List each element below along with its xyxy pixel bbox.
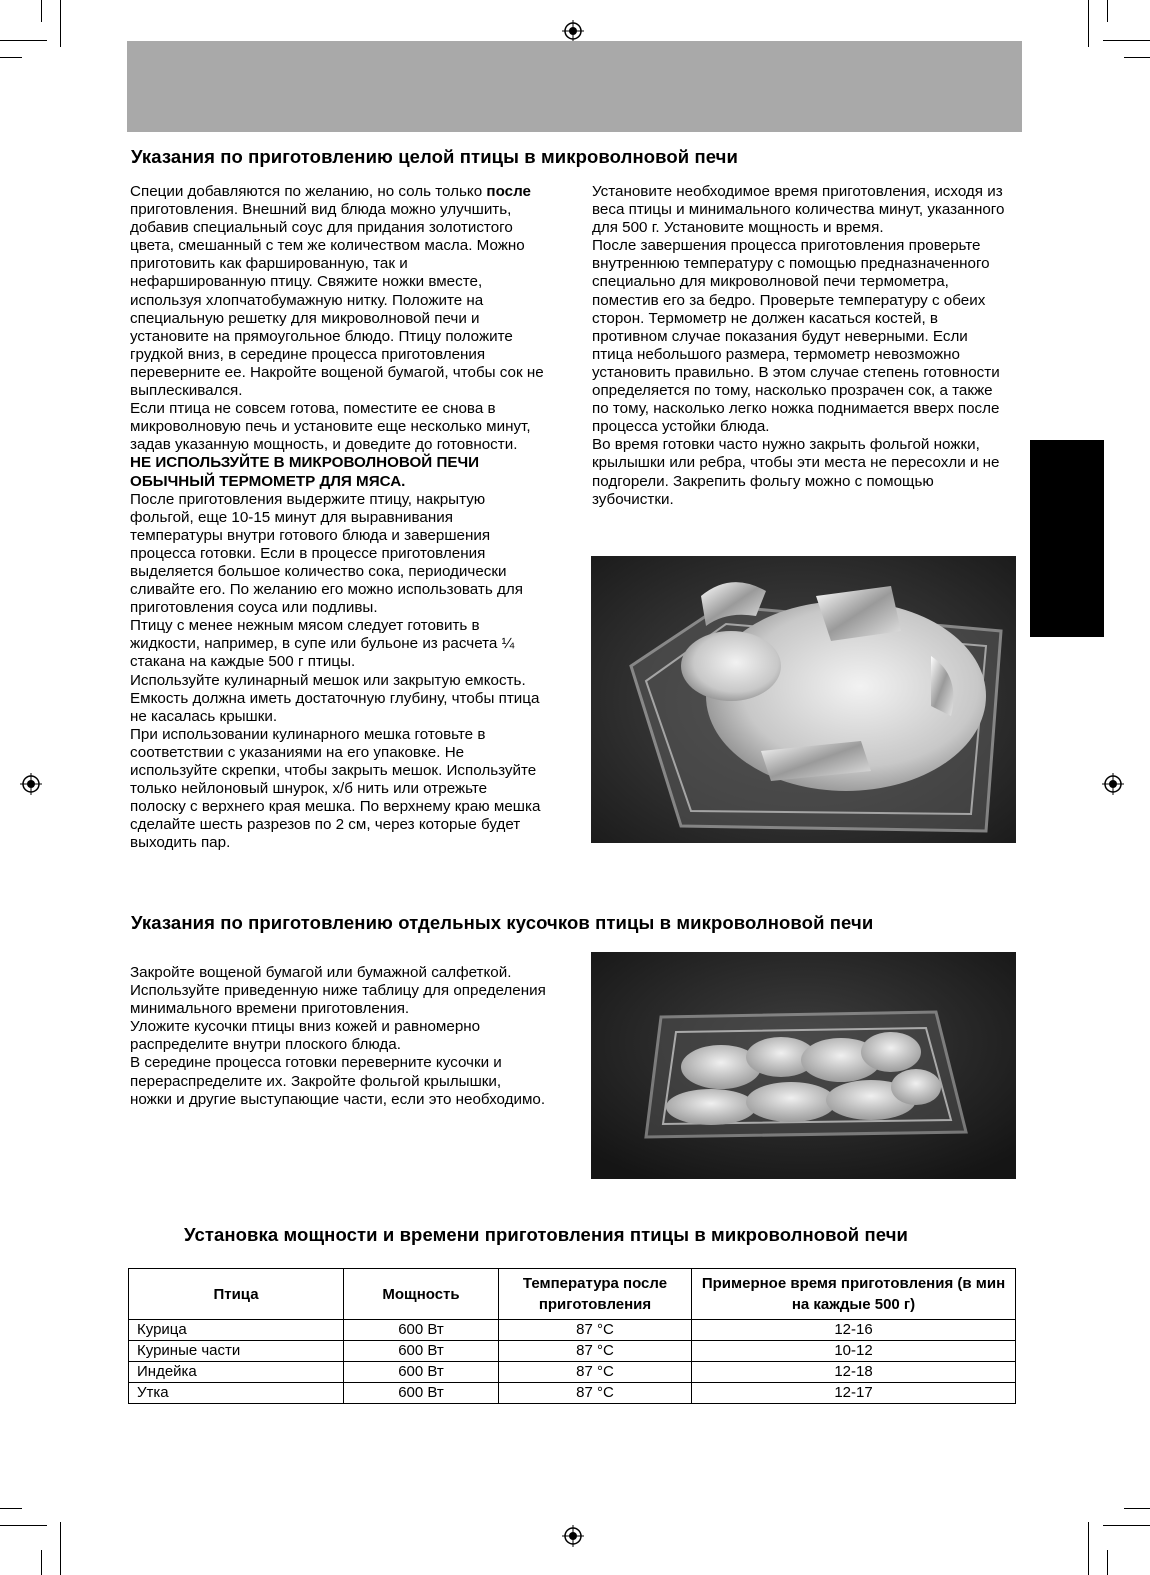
- table-cell: 12-18: [692, 1362, 1016, 1383]
- table-cell: 12-17: [692, 1383, 1016, 1404]
- crop-mark: [1124, 1508, 1150, 1509]
- crop-mark: [60, 1522, 61, 1575]
- table-cell: 87 °C: [499, 1341, 692, 1362]
- poultry-pieces-text: [130, 964, 546, 1109]
- table-cell: 600 Вт: [344, 1341, 499, 1362]
- whole-poultry-right-column: [592, 183, 1006, 509]
- paragraph: При использовании кулинарного мешка готовьте в соответствии с указаниями на его упаковке. Не используйте скрепки, чтобы закрыть мешок. Используйте только нейлоновый шнурок, х/б нить или отрежьте полоску с верхнего края мешка. По верхнему краю мешка сделайте шесть разрезов по 2 см, через которые будет выходить пар.: [130, 725, 541, 852]
- table-cell: 12-16: [692, 1320, 1016, 1341]
- language-side-tab: [1030, 440, 1104, 637]
- crop-mark: [0, 1525, 47, 1526]
- table-title: Установка мощности и времени приготовления птицы в микроволновой печи: [184, 1224, 909, 1245]
- registration-mark-icon: [562, 20, 584, 42]
- crop-mark: [1107, 0, 1108, 22]
- crop-mark: [0, 40, 47, 41]
- column-header: Птица: [129, 1269, 344, 1320]
- paragraph: Закройте вощеной бумагой или бумажной салфеткой. Используйте приведенную ниже таблицу для определения минимального времени приготовления.: [130, 964, 546, 1018]
- table-cell: Куриные части: [129, 1341, 344, 1362]
- table-row: [129, 1320, 1016, 1341]
- table-cell: 87 °C: [499, 1320, 692, 1341]
- whole-poultry-left-column: [130, 183, 546, 852]
- table-cell: Курица: [129, 1320, 344, 1341]
- registration-mark-icon: [20, 773, 42, 795]
- table-cell: 87 °C: [499, 1383, 692, 1404]
- table-cell: 600 Вт: [344, 1383, 499, 1404]
- paragraph: Используйте кулинарный мешок или закрытую емкость. Емкость должна иметь достаточную глубину, чтобы птица не касалась крышки.: [130, 671, 540, 725]
- section-title-poultry-pieces: Указания по приготовлению отдельных кусочков птицы в микроволновой печи: [131, 912, 874, 933]
- crop-mark: [60, 0, 61, 47]
- table-cell: 87 °C: [499, 1362, 692, 1383]
- crop-mark: [0, 57, 22, 58]
- paragraph: Установите необходимое время приготовления, исходя из веса птицы и минимального количества минут, указанного для 500 г. Установите мощность и время.: [592, 183, 1005, 237]
- table-cell: 600 Вт: [344, 1362, 499, 1383]
- crop-mark: [1124, 57, 1150, 58]
- paragraph: Если птица не совсем готова, поместите ее снова в микроволновую печь и установите еще несколько минут, задав указанную мощность, и доведите до готовности.: [130, 400, 531, 454]
- crop-mark: [1088, 1522, 1089, 1575]
- registration-mark-icon: [1102, 773, 1124, 795]
- crop-mark: [41, 1550, 42, 1575]
- section-title-whole-poultry: Указания по приготовлению целой птицы в микроволновой печи: [131, 146, 738, 167]
- paragraph: Специи добавляются по желанию, но соль только после приготовления. Внешний вид блюда можно улучшить, добавив специальный соус для придания золотистого цвета, смешанный с тем же количеством масла. Можно приготовить как фаршированную, так и нефаршированную птицу. Свяжите ножки вместе, используя хлопчатобумажную нитку. Положите на специальную решетку для микроволновой печи и установите на прямоугольное блюдо. Птицу положите грудкой вниз, в середине процесса приготовления переверните ее. Накройте вощеной бумагой, чтобы сок не выплескивался.: [130, 183, 544, 400]
- chicken-pieces-photo: [591, 952, 1016, 1179]
- paragraph: После завершения процесса приготовления проверьте внутреннюю температуру с помощью предназначенного специально для микроволновой печи термометра, поместив его за бедро. Проверьте температуру с обеих сторон. Термометр не должен касаться костей, в противном случае показания будут неверными. Если птица небольшого размера, термометр невозможно установить правильно. В этом случае степень готовности определяется по тому, насколько прозрачен сок, а также по тому, насколько легко ножка поднимается вверх после процесса устойки блюда.: [592, 237, 1000, 436]
- table-cell: Индейка: [129, 1362, 344, 1383]
- header-band: [127, 41, 1022, 132]
- registration-mark-icon: [562, 1525, 584, 1547]
- paragraph: Птицу с менее нежным мясом следует готовить в жидкости, например, в супе или бульоне из расчета ¼ стакана на каждые 500 г птицы.: [130, 617, 515, 671]
- crop-mark: [1107, 1550, 1108, 1575]
- paragraph: После приготовления выдержите птицу, накрытую фольгой, еще 10-15 минут для выравнивания температуры внутри готового блюда и завершения процесса готовки. Если в процессе приготовления выделяется большое количество сока, периодически сливайте его. По желанию его можно использовать для приготовления соуса или подливы.: [130, 490, 523, 617]
- table-cell: 10-12: [692, 1341, 1016, 1362]
- table-cell: Утка: [129, 1383, 344, 1404]
- table-header-row: [129, 1269, 1016, 1320]
- warning-text: НЕ ИСПОЛЬЗУЙТЕ В МИКРОВОЛНОВОЙ ПЕЧИ ОБЫЧНЫЙ ТЕРМОМЕТР ДЛЯ МЯСА.: [130, 454, 480, 490]
- table-row: [129, 1383, 1016, 1404]
- crop-mark: [1088, 0, 1089, 47]
- crop-mark: [0, 1508, 22, 1509]
- column-header: Температура после приготовления: [499, 1269, 692, 1320]
- table-cell: 600 Вт: [344, 1320, 499, 1341]
- table-row: [129, 1341, 1016, 1362]
- crop-mark: [41, 0, 42, 22]
- paragraph: Во время готовки часто нужно закрыть фольгой ножки, крылышки или ребра, чтобы эти места не пересохли и не подгорели. Закрепить фольгу можно с помощью зубочистки.: [592, 436, 1000, 508]
- paragraph: В середине процесса готовки переверните кусочки и перераспределите их. Закройте фольгой крылышки, ножки и другие выступающие части, если это необходимо.: [130, 1054, 546, 1108]
- crop-mark: [1103, 40, 1150, 41]
- cooking-table: [128, 1268, 1016, 1404]
- column-header: Мощность: [344, 1269, 499, 1320]
- paragraph: Уложите кусочки птицы вниз кожей и равномерно распределите внутри плоского блюда.: [130, 1018, 481, 1054]
- column-header: Примерное время приготовления (в мин на каждые 500 г): [692, 1269, 1016, 1320]
- whole-chicken-photo: [591, 556, 1016, 843]
- crop-mark: [1103, 1525, 1150, 1526]
- table-row: [129, 1362, 1016, 1383]
